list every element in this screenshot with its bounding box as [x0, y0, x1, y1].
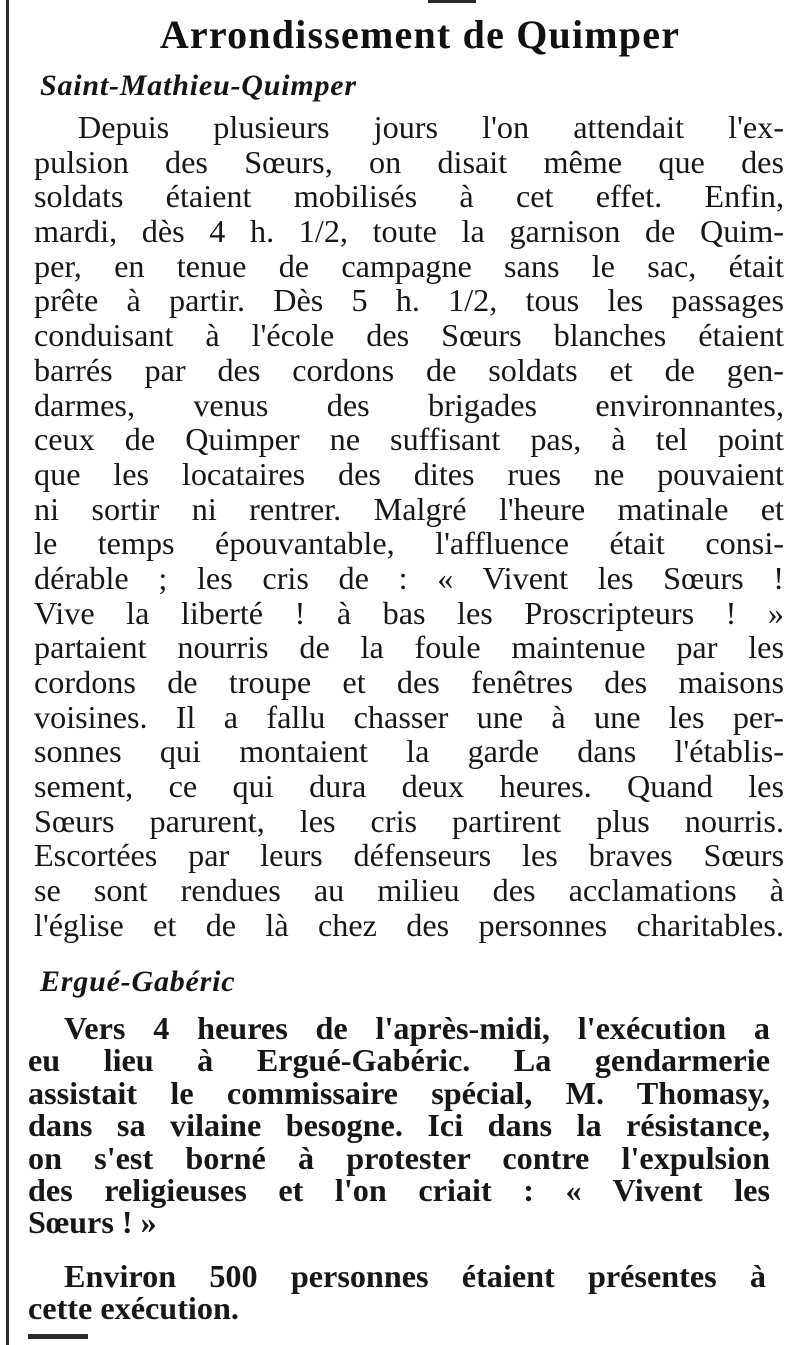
- text-line: Escortées par leurs défenseurs les braves Sœurs: [34, 837, 784, 874]
- column-rule-left: [6, 0, 9, 1345]
- text-line: le temps épouvantable, l'affluence était consi-: [34, 525, 784, 562]
- text-line: ni sortir ni rentrer. Malgré l'heure matinale et: [34, 490, 784, 527]
- text-line: eu lieu à Ergué-Gabéric. La gendarmerie: [28, 1042, 770, 1079]
- text-line: l'église et de là chez des personnes charitables.: [34, 906, 784, 943]
- text-line: pulsion des Sœurs, on disait même que des: [34, 143, 784, 180]
- text-line: soldats étaient mobilisés à cet effet. Enfin,: [34, 178, 784, 215]
- bottom-rule-fragment: [28, 1334, 88, 1339]
- text-line: mardi, dès 4 h. 1/2, toute la garnison de Quim-: [34, 213, 784, 250]
- text-line: Sœurs ! »: [28, 1204, 157, 1241]
- text-line: cordons de troupe et des fenêtres des maisons: [34, 664, 784, 700]
- text-line: assistait le commissaire spécial, M. Thomasy,: [28, 1074, 770, 1111]
- text-line: darmes, venus des brigades environnantes,: [34, 386, 784, 423]
- text-line: cette exécution.: [28, 1290, 239, 1327]
- text-line: barrés par des cordons de soldats et de gen-: [34, 351, 784, 388]
- article-paragraph-ergue-gaberic: [28, 1012, 770, 1239]
- locality-heading-ergue-gaberic: Ergué-Gabéric: [40, 965, 236, 998]
- text-line: sement, ce qui dura deux heures. Quand les: [34, 768, 784, 805]
- text-line: Vers 4 heures de l'après-midi, l'exécution a: [64, 1010, 770, 1046]
- text-line: que les locataires des dites rues ne pouvaient: [34, 455, 784, 492]
- text-line: Sœurs parurent, les cris partirent plus nourris.: [34, 802, 784, 839]
- text-line: Vive la liberté ! à bas les Proscripteurs ! »: [34, 594, 784, 631]
- locality-heading-saint-mathieu: Saint-Mathieu-Quimper: [40, 69, 357, 102]
- text-line: dans sa vilaine besogne. Ici dans la résistance,: [28, 1107, 770, 1144]
- text-line: partaient nourris de la foule maintenue par les: [34, 629, 784, 666]
- section-heading: Arrondissement de Quimper: [159, 12, 681, 57]
- text-line: ceux de Quimper ne suffisant pas, à tel point: [34, 421, 784, 458]
- text-line: dérable ; les cris de : « Vivent les Sœurs !: [34, 559, 784, 596]
- text-line: voisines. Il a fallu chasser une à une les per-: [34, 698, 784, 735]
- text-line: conduisant à l'école des Sœurs blanches étaient: [34, 317, 784, 354]
- text-line: on s'est borné à protester contre l'expulsion: [28, 1139, 770, 1176]
- text-line: des religieuses et l'on criait : « Vivent les: [28, 1172, 770, 1209]
- top-rule-fragment: [428, 0, 476, 3]
- text-line: sonnes qui montaient la garde dans l'établis-: [34, 733, 784, 770]
- text-line: per, en tenue de campagne sans le sac, était: [34, 247, 784, 284]
- text-line: prête à partir. Dès 5 h. 1/2, tous les passages: [34, 282, 784, 319]
- article-paragraph-attendance: [28, 1260, 766, 1325]
- article-paragraph-saint-mathieu: [34, 110, 784, 943]
- text-line: Environ 500 personnes étaient présentes à: [64, 1258, 766, 1294]
- text-line: Depuis plusieurs jours l'on attendait l'ex-: [78, 109, 784, 145]
- text-line: se sont rendues au milieu des acclamations à: [34, 872, 784, 909]
